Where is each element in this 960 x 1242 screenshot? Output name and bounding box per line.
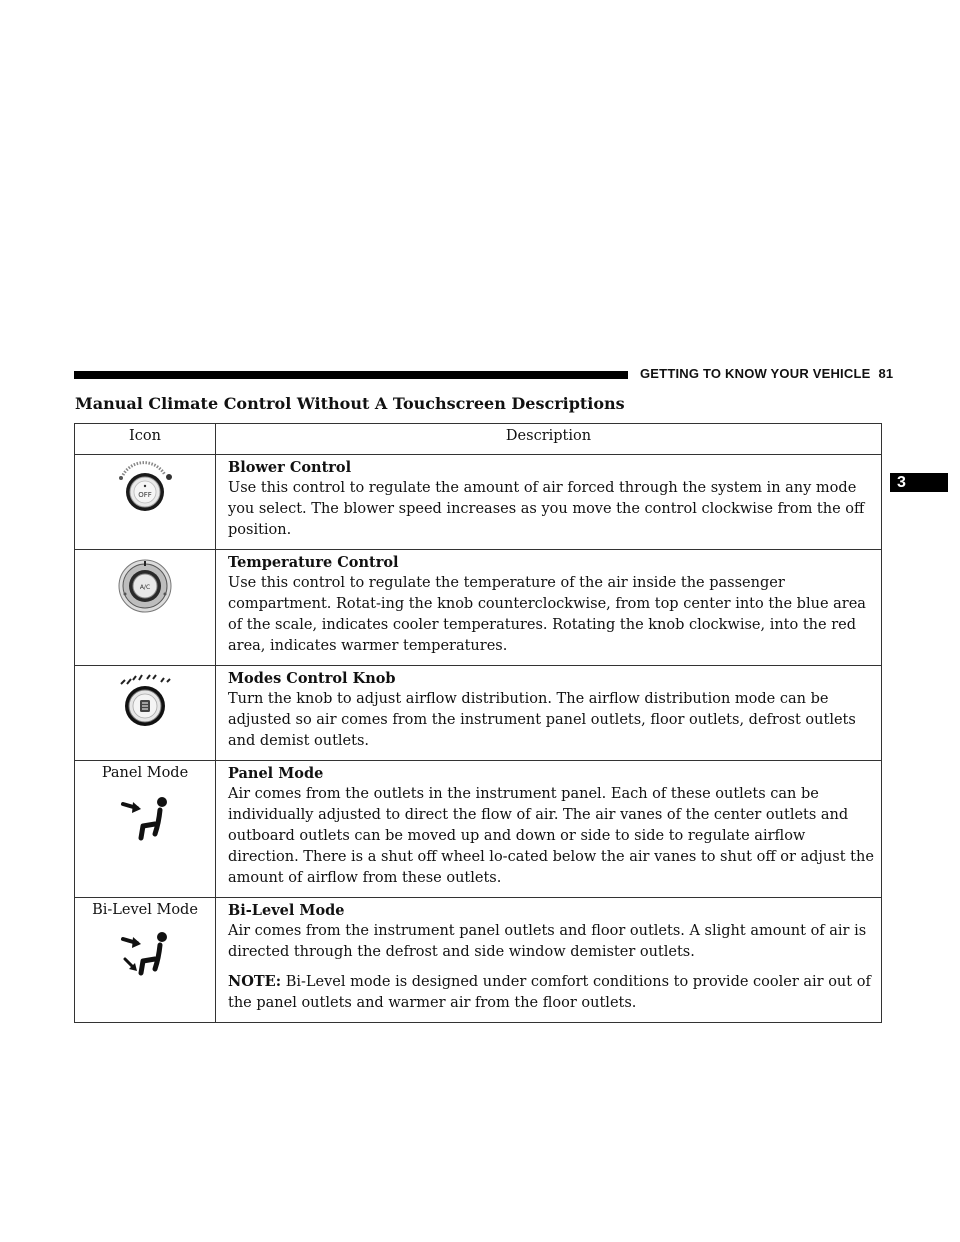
note-text: Bi-Level mode is designed under comfort conditions to provide cooler air out of the panel outlets and warmer air from the floor outlets.: [228, 974, 871, 1011]
icon-cell: [75, 761, 216, 898]
icon-cell: [75, 550, 216, 666]
panel-mode-icon: [81, 788, 209, 844]
climate-control-table: [74, 423, 882, 1023]
mode-knob-icon: [81, 672, 209, 728]
icon-label: Bi-Level Mode: [92, 902, 198, 918]
description-cell: [216, 666, 882, 761]
table-row: [75, 898, 882, 1023]
row-title: Panel Mode: [228, 765, 324, 782]
table-row: [75, 455, 882, 550]
table-row: [75, 666, 882, 761]
table-row: [75, 550, 882, 666]
description-cell: [216, 898, 882, 1023]
description-cell: [216, 761, 882, 898]
header-rule: [74, 371, 628, 379]
row-title: Blower Control: [228, 459, 352, 476]
row-description: Air comes from the instrument panel outlets and floor outlets. A slight amount of air is directed through the defrost and side window demister outlets.: [228, 923, 867, 960]
icon-label: Panel Mode: [101, 765, 189, 781]
temperature-knob-icon: [81, 556, 209, 614]
section-title: Manual Climate Control Without A Touchscreen Descriptions: [75, 394, 625, 413]
svg-text:OFF: OFF: [138, 491, 152, 499]
blower-knob-icon: [81, 461, 209, 513]
row-title: Modes Control Knob: [228, 670, 396, 687]
note-label: NOTE:: [228, 973, 282, 990]
row-description: Air comes from the outlets in the instrument panel. Each of these outlets can be individually adjusted to direct the flow of air. The air vanes of the center outlets and outboard outlets can be moved up and down or side to side to regulate airflow direction. There is a shut off wheel lo-cated below the air vanes to shut off or adjust the amount of airflow from these outlets.: [228, 786, 874, 886]
icon-cell: [75, 455, 216, 550]
column-header-icon: Icon: [75, 424, 216, 455]
icon-cell: [75, 898, 216, 1023]
row-title: Bi-Level Mode: [228, 902, 345, 919]
note: [228, 971, 875, 1014]
description-cell: [216, 550, 882, 666]
header-section-title: GETTING TO KNOW YOUR VEHICLE: [640, 366, 871, 381]
row-title: Temperature Control: [228, 554, 399, 571]
svg-text:A/C: A/C: [139, 584, 151, 591]
bi-level-mode-icon: [81, 925, 209, 985]
table-header-row: [75, 424, 882, 455]
column-header-description: Description: [216, 424, 882, 455]
running-header: [640, 366, 893, 381]
row-description: Use this control to regulate the temperature of the air inside the passenger compartment. Rotat-ing the knob counterclockwise, from top center into the blue area of the scale, indicates cooler temperatures. Rotating the knob clockwise, into the red area, indicates warmer temperatures.: [228, 575, 866, 654]
chapter-tab: 3: [890, 473, 948, 492]
table-row: [75, 761, 882, 898]
row-description: Turn the knob to adjust airflow distribution. The airflow distribution mode can be adjusted so air comes from the instrument panel outlets, floor outlets, defrost outlets and demist outlets.: [228, 691, 856, 749]
icon-cell: [75, 666, 216, 761]
page-number: 81: [878, 366, 894, 381]
row-description: Use this control to regulate the amount of air forced through the system in any mode you select. The blower speed increases as you move the control clockwise from the off position.: [228, 480, 865, 538]
description-cell: [216, 455, 882, 550]
